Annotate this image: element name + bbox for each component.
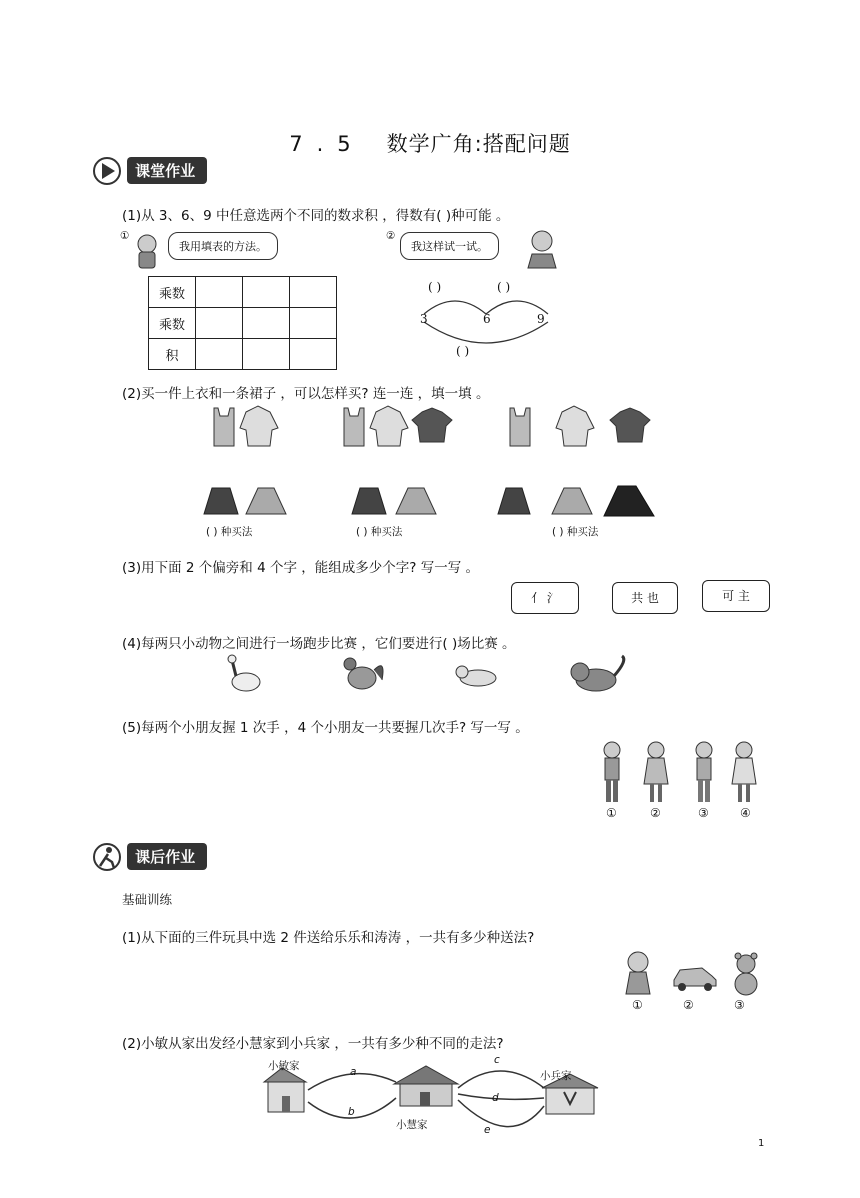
answer-cell[interactable] <box>290 277 337 308</box>
page-number: 1 <box>758 1138 765 1149</box>
homework-question-1: (1)从下面的三件玩具中选 2 件送给乐乐和涛涛 ，一共有多少种送法? <box>122 930 535 946</box>
character-box: 共 也 <box>612 582 678 614</box>
road-label: b <box>348 1106 355 1118</box>
goose-icon <box>228 655 260 691</box>
children-row <box>592 740 768 808</box>
answer-cell[interactable] <box>243 308 290 339</box>
play-icon <box>92 156 122 186</box>
marker-1: ① <box>120 230 130 242</box>
tops-row <box>200 402 680 452</box>
section-label: 课后作业 <box>127 843 207 870</box>
home-label: 小敏家 <box>268 1060 300 1072</box>
tank-top-icon <box>344 408 364 446</box>
skirt-light-icon <box>246 488 286 514</box>
runner-icon <box>92 842 122 872</box>
child-label: ③ <box>698 806 709 820</box>
skirt-dark-icon <box>352 488 386 514</box>
toy-label: ① <box>632 998 643 1012</box>
answer-cell[interactable] <box>196 339 243 370</box>
question-3: (3)用下面 2 个偏旁和 4 个字 ，能组成多少个字? 写一写 。 <box>122 560 480 576</box>
answer-paren[interactable]: ( ) <box>428 280 442 294</box>
speech-bubble-2: 我这样试一试。 <box>400 232 499 260</box>
row-label: 乘数 <box>149 308 196 339</box>
count-caption[interactable]: ( ) 种买法 <box>356 526 403 538</box>
skirt-dark-icon <box>498 488 530 514</box>
toy-label: ② <box>683 998 694 1012</box>
animals-row <box>224 654 644 698</box>
page-title <box>0 128 860 158</box>
road-label: c <box>494 1054 500 1066</box>
tank-top-icon <box>214 408 234 446</box>
question-2: (2)买一件上衣和一条裙子 ，可以怎样买? 连一连 ，填一填 。 <box>122 386 490 402</box>
route-map <box>260 1054 610 1134</box>
homework-question-2: (2)小敏从家出发经小慧家到小兵家 ，一共有多少种不同的走法? <box>122 1036 504 1052</box>
child-icon <box>644 742 668 802</box>
question-4: (4)每两只小动物之间进行一场跑步比赛 ，它们要进行( )场比赛 。 <box>122 636 516 652</box>
house-icon <box>394 1066 458 1106</box>
section-badge-homework <box>92 842 207 872</box>
answer-cell[interactable] <box>196 277 243 308</box>
tshirt-icon <box>412 408 452 442</box>
section-number: 7.5 <box>289 132 365 156</box>
toys-row <box>620 950 780 998</box>
doll-icon <box>626 952 650 994</box>
diagram-number: 6 <box>483 312 491 326</box>
answer-cell[interactable] <box>196 308 243 339</box>
question-5: (5)每两个小朋友握 1 次手 ，4 个小朋友一共要握几次手? 写一写 。 <box>122 720 529 736</box>
skirt-light-icon <box>396 488 436 514</box>
answer-paren[interactable]: ( ) <box>497 280 511 294</box>
answer-cell[interactable] <box>290 339 337 370</box>
jacket-icon <box>370 406 408 446</box>
diagram-number: 3 <box>420 312 428 326</box>
child-icon <box>732 742 756 802</box>
child-label: ② <box>650 806 661 820</box>
home-label: 小兵家 <box>540 1070 572 1082</box>
child-icon <box>604 742 620 802</box>
child-label: ④ <box>740 806 751 820</box>
title-text: 数学广角:搭配问题 <box>386 132 571 156</box>
diagram-number: 9 <box>537 312 545 326</box>
skirts-row <box>200 484 670 520</box>
jacket-icon <box>240 406 278 446</box>
multiplication-table <box>148 276 337 370</box>
home-label: 小慧家 <box>396 1119 428 1131</box>
count-caption[interactable]: ( ) 种买法 <box>552 526 599 538</box>
answer-cell[interactable] <box>243 339 290 370</box>
row-label: 积 <box>149 339 196 370</box>
subsection-title: 基础训练 <box>122 892 173 907</box>
child-label: ① <box>606 806 617 820</box>
answer-paren[interactable]: ( ) <box>456 344 470 358</box>
answer-cell[interactable] <box>290 308 337 339</box>
section-label: 课堂作业 <box>127 157 207 184</box>
boy-icon <box>130 232 164 272</box>
marker-2: ② <box>386 230 396 242</box>
count-caption[interactable]: ( ) 种买法 <box>206 526 253 538</box>
tshirt-icon <box>610 408 650 442</box>
skirt-dark-icon <box>204 488 238 514</box>
girl-icon <box>524 228 560 270</box>
toy-label: ③ <box>734 998 745 1012</box>
teddy-bear-icon <box>735 953 757 995</box>
child-icon <box>696 742 712 802</box>
skirt-light-icon <box>552 488 592 514</box>
tank-top-icon <box>510 408 530 446</box>
answer-cell[interactable] <box>243 277 290 308</box>
skirt-pleated-icon <box>604 486 654 516</box>
toy-car-icon <box>674 968 716 991</box>
house-icon <box>264 1068 306 1112</box>
cat-icon <box>571 656 624 691</box>
character-box: 可 主 <box>702 580 770 612</box>
dog-icon <box>456 666 496 686</box>
road-label: d <box>492 1092 499 1104</box>
row-label: 乘数 <box>149 277 196 308</box>
road-label: a <box>350 1066 357 1078</box>
section-badge-classwork <box>92 156 207 186</box>
road-label: e <box>484 1124 491 1136</box>
speech-bubble-1: 我用填表的方法。 <box>168 232 278 260</box>
question-1: (1)从 3、6、9 中任意选两个不同的数求积 ，得数有( )种可能 。 <box>122 208 510 224</box>
rooster-icon <box>344 658 383 689</box>
radical-box: 亻 氵 <box>511 582 579 614</box>
jacket-icon <box>556 406 594 446</box>
